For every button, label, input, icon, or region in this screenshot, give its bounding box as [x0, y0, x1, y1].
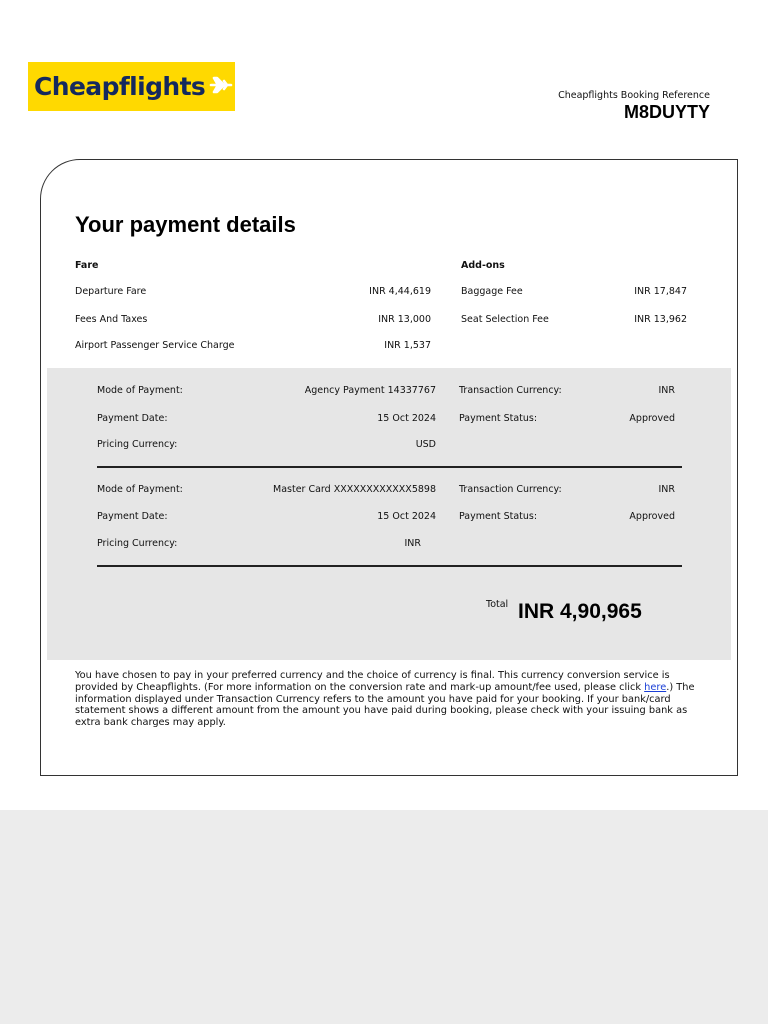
- page-title: Your payment details: [75, 212, 296, 237]
- payment-status-value: Approved: [629, 511, 675, 522]
- booking-reference: [558, 90, 710, 123]
- fare-row-value: INR 1,537: [384, 340, 431, 351]
- payment-date-label: Payment Date:: [97, 511, 168, 522]
- pricing-currency-label: Pricing Currency:: [97, 439, 178, 450]
- addon-row-label: Seat Selection Fee: [461, 314, 549, 325]
- transaction-currency-value: INR: [658, 385, 675, 396]
- transaction-currency-value: INR: [658, 484, 675, 495]
- currency-disclaimer: [75, 670, 715, 729]
- addon-row-value: INR 17,847: [634, 286, 687, 297]
- total-amount: INR 4,90,965: [518, 600, 642, 623]
- payment-details-card: [40, 159, 738, 776]
- fare-row-value: INR 4,44,619: [369, 286, 431, 297]
- fare-row-label: Departure Fare: [75, 286, 147, 297]
- payment-divider: [97, 565, 682, 567]
- total-label: Total: [486, 599, 509, 610]
- fare-row-value: INR 13,000: [378, 314, 431, 325]
- pricing-currency-label: Pricing Currency:: [97, 538, 178, 549]
- addons-heading: Add-ons: [461, 260, 505, 271]
- payment-mode-label: Mode of Payment:: [97, 385, 183, 396]
- page-footer-band: [0, 810, 768, 1024]
- payment-date-value: 15 Oct 2024: [377, 511, 436, 522]
- payment-status-label: Payment Status:: [459, 511, 538, 522]
- fare-heading: Fare: [75, 260, 99, 271]
- transaction-currency-label: Transaction Currency:: [459, 484, 562, 495]
- logo-wordmark: Cheapflights: [34, 72, 206, 101]
- addon-row-label: Baggage Fee: [461, 286, 523, 297]
- booking-reference-label: Cheapflights Booking Reference: [558, 90, 710, 101]
- fare-row-label: Fees And Taxes: [75, 314, 148, 325]
- fare-row-label: Airport Passenger Service Charge: [75, 340, 235, 351]
- payment-status-label: Payment Status:: [459, 413, 538, 424]
- cheapflights-logo: [28, 62, 235, 111]
- payment-date-label: Payment Date:: [97, 413, 168, 424]
- airplane-icon: [209, 75, 233, 99]
- payment-mode-value: Agency Payment 14337767: [304, 385, 436, 396]
- conversion-info-link[interactable]: here: [644, 681, 667, 693]
- payment-mode-label: Mode of Payment:: [97, 484, 183, 495]
- addon-row-value: INR 13,962: [634, 314, 687, 325]
- payment-divider: [97, 466, 682, 468]
- payment-mode-value: Master Card XXXXXXXXXXXX5898: [273, 484, 436, 495]
- pricing-currency-value: INR: [404, 538, 421, 549]
- booking-reference-code: M8DUYTY: [623, 102, 710, 122]
- payment-status-value: Approved: [629, 413, 675, 424]
- transaction-currency-label: Transaction Currency:: [459, 385, 562, 396]
- payment-date-value: 15 Oct 2024: [377, 413, 436, 424]
- disclaimer-text-continued: .) The information displayed under Transaction Currency refers to the amount you have paid for your booking. If your bank/card statement shows a different amount from the amount you have paid during booking, please check with your issuing bank as extra bank charges may apply.: [75, 681, 695, 729]
- pricing-currency-value: USD: [415, 439, 436, 450]
- disclaimer-text: You have chosen to pay in your preferred currency and the choice of currency is final. This currency conversion service is provided by Cheapflights. (For more information on the conversion rate and mark-up amount/fee used, please click: [75, 670, 670, 693]
- payments-panel: [47, 368, 731, 660]
